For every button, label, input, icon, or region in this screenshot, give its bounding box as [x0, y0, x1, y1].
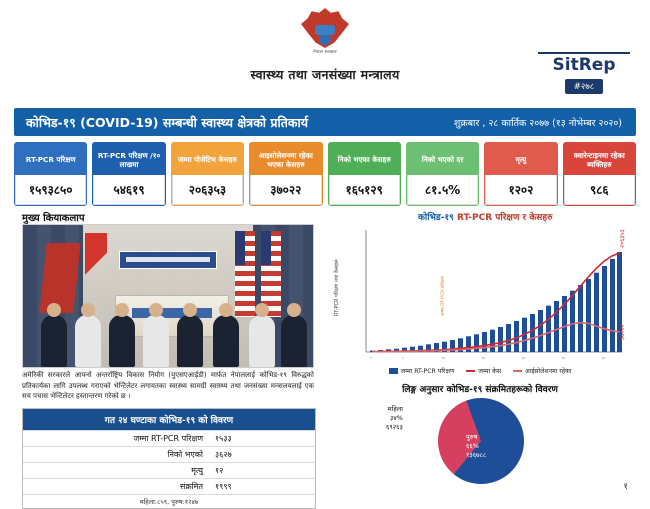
photo-person — [249, 315, 275, 367]
legend-swatch-icon — [513, 370, 522, 372]
photo-people — [23, 309, 313, 367]
report-title: कोभिड-१९ (COVID-19) सम्बन्धी स्वास्थ्य क्षेत्रको प्रतिकार्य — [26, 114, 308, 130]
chart-heading-prefix: कोभिड-१९ — [418, 213, 454, 223]
stat-value: ५४६१९ — [93, 175, 164, 205]
pie-label-male-count: १३६७८८ — [466, 451, 487, 459]
chart-heading — [418, 210, 552, 223]
stat-label: निको भएका केसहरु — [337, 155, 391, 164]
chart-legend — [330, 366, 630, 375]
stat-value: १६५१२९ — [329, 175, 400, 205]
stat-value: ८१.५% — [407, 175, 478, 205]
stat-value: ३७०२२ — [250, 175, 321, 205]
pie-label-female-pct: ३४% — [389, 414, 403, 422]
table-row — [23, 478, 315, 494]
emblem-caption: नेपाल सरकार — [313, 50, 337, 55]
photo-person — [177, 315, 203, 367]
legend-item-cases — [466, 366, 501, 375]
sitrep-block — [538, 52, 630, 94]
table-row — [23, 430, 315, 446]
photo-caption: अमेरिकी सरकारले आफ्नो अन्तर्राष्ट्रिय विकास नियोग (युएसएआईडी) मार्फत नेपाललाई कोभिड-१९ विरुद्धको प्रतिकार्यका लागि उपलब्ध गराएको भेन्टिलेटर लगायतका स्वास्थ्य सामग्री स्वास्थ्य तथा जनसंख्या मन्त्रालयलाई एक सय पचास भेन्टिलेटर हस्तान्तरण गरेको छ । — [22, 371, 314, 400]
page-number: १ — [623, 482, 628, 492]
summary-stats-row — [14, 142, 636, 206]
chart-ylabel: RT-PCR परिक्षण तथा केसहरू — [334, 259, 340, 316]
legend-item-isolation — [513, 366, 571, 375]
nepal-flag-icon — [85, 233, 107, 287]
svg-text:१: १ — [370, 356, 372, 360]
pie-chart-title: लिङ्ग अनुसार कोभिड-१९ संक्रमितहरूको विवरण — [402, 385, 558, 395]
photo-banner — [119, 251, 217, 269]
chart-end-label-cases: २०६३५३ — [619, 229, 626, 248]
pie-label-female-count: ६९२६३ — [386, 423, 403, 431]
report-date: शुक्रबार , २८ कार्तिक २०७७ (१३ नोभेम्बर २०२०) — [453, 117, 622, 129]
svg-text:५: ५ — [402, 356, 404, 360]
svg-text:१५: १५ — [482, 356, 486, 360]
chart-heading-rest: RT-PCR परिक्षण र केसहरु — [456, 213, 553, 223]
stat-label: मृत्यु — [515, 155, 527, 164]
photo-person — [213, 315, 239, 367]
ministry-title: स्वास्थ्य तथा जनसंख्या मन्त्रालय — [250, 67, 400, 82]
table-cell-value: ३६२७ — [215, 450, 232, 459]
stat-card-quarantine — [563, 142, 636, 206]
legend-label: जम्मा RT-PCR परिक्षण — [400, 368, 455, 375]
table-cell-value: १२ — [215, 466, 224, 475]
stat-label: निको भएको दर — [421, 155, 464, 164]
photo-person — [41, 315, 67, 367]
main-activities-heading: मुख्य कियाकलाप — [22, 213, 85, 224]
photo-person — [75, 315, 101, 367]
chart-xticks — [370, 356, 606, 360]
sitrep-divider — [538, 52, 630, 54]
svg-text:१०: १० — [442, 356, 446, 360]
legend-swatch-icon — [466, 370, 475, 372]
legend-label: जम्मा केस — [478, 368, 502, 375]
table-cell-label: संक्रमित — [180, 482, 203, 491]
chart-annotation: जम्मा RT-PCR परिक्षण — [441, 275, 446, 316]
emblem-shape-icon — [301, 8, 349, 48]
pie-label-female-name: महिला — [387, 405, 403, 413]
table-title: गत २४ घण्टाका कोभिड-१९ को विवरण — [23, 409, 315, 430]
legend-swatch-icon — [389, 368, 398, 374]
table-row — [23, 446, 315, 462]
stat-card-deaths — [484, 142, 557, 206]
stat-label: जम्मा पोजेटिभ केसहरु — [177, 155, 237, 164]
legend-label: आईसोलेशनमा रहेका — [525, 368, 572, 375]
stat-value: १२०२ — [485, 175, 556, 205]
photo-person — [109, 315, 135, 367]
table-cell-label: निको भएको — [167, 450, 203, 459]
pie-label-male-pct: ६६% — [466, 442, 479, 450]
svg-text:२०: २० — [522, 356, 526, 360]
table-cell-label: जम्मा RT-PCR परिक्षण — [133, 434, 203, 443]
table-note: महिला:८५९, पुरुष:१२४७ — [23, 494, 315, 508]
table-cell-value: १९९९ — [215, 482, 232, 491]
chart-bars — [370, 252, 622, 352]
stat-card-rtpcr-per-million — [92, 142, 165, 206]
stat-value: २०६३५३ — [172, 175, 243, 205]
report-titlebar — [14, 108, 636, 136]
stat-label: RT-PCR परिक्षण — [25, 155, 76, 164]
svg-text:२५: २५ — [562, 356, 566, 360]
stat-card-rtpcr-tests — [14, 142, 87, 206]
table-cell-value: १५३३ — [215, 434, 232, 443]
legend-item-tests — [389, 366, 455, 375]
stat-card-recovered — [328, 142, 401, 206]
last-24h-table — [22, 408, 316, 509]
pie-label-female — [386, 404, 403, 431]
activity-photo — [22, 224, 314, 368]
nepal-government-emblem-icon — [290, 8, 360, 63]
covid-trend-chart — [322, 224, 638, 372]
photo-person — [143, 315, 169, 367]
chart-svg — [322, 224, 638, 372]
pie-label-male — [466, 432, 486, 459]
sitrep-title: SitRep — [552, 55, 616, 75]
stat-card-isolation — [249, 142, 322, 206]
stat-value: १५९३८५० — [15, 175, 86, 205]
chart-end-label-isolation: ३७०२२ — [619, 324, 626, 340]
photo-person — [281, 315, 307, 367]
us-flag-icon — [235, 231, 255, 317]
stat-value: ९८६ — [564, 175, 635, 205]
pie-label-male-name: पुरुष — [466, 433, 478, 441]
table-row — [23, 462, 315, 478]
stat-label: RT-PCR परिक्षण /१० लाखमा — [97, 150, 161, 169]
stat-card-recovery-rate — [406, 142, 479, 206]
table-cell-label: मृत्यु — [191, 466, 203, 475]
stat-card-total-positive — [171, 142, 244, 206]
stat-label: आइसोलेशनमा रहेका भएका केसहरु — [258, 150, 313, 169]
svg-text:३०: ३० — [602, 356, 606, 360]
stat-label: क्वारेन्टाइनमा रहेका ब्यक्तिहरु — [573, 150, 625, 169]
sitrep-number-badge: #२७८ — [565, 79, 603, 94]
